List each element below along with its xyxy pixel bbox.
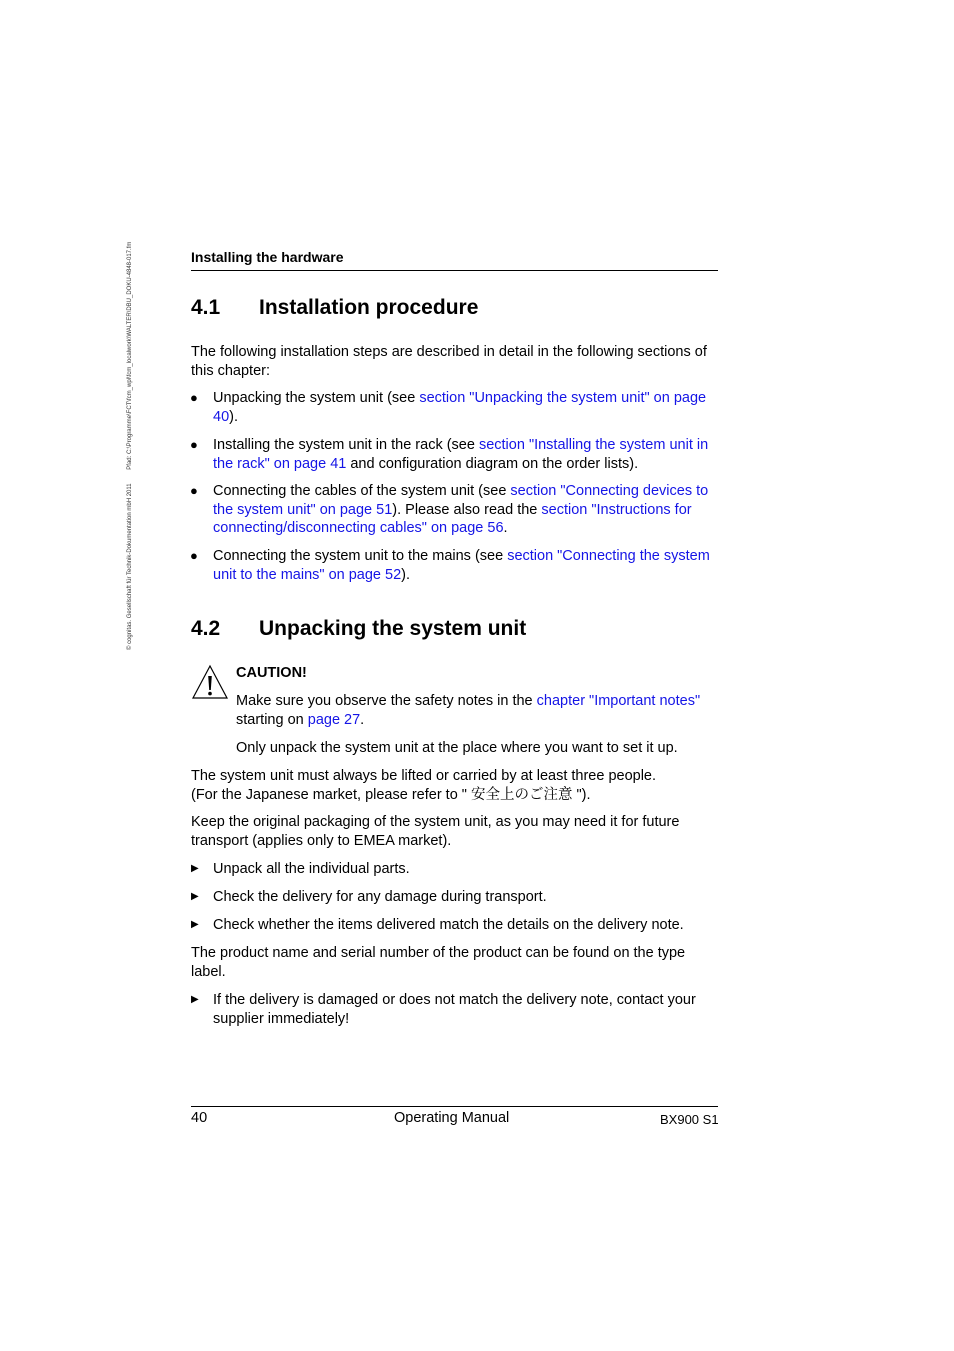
list-item: Connecting the cables of the system unit (see section "Connecting devices to the system unit" on page 51). Please also read the section "Instructions for connecting/disconnecting cables" on page 56. [213,483,709,536]
copyright-note: © cognitas. Gesellschaft für Technik-Dokumentation mbH 2011 [127,483,133,650]
bullet-icon: ● [190,548,198,563]
section-heading-4-1 [191,296,478,320]
caution-text: Make sure you observe the safety notes in the chapter "Important notes" starting on page 27. [236,693,701,728]
section-title: Installation procedure [259,296,479,319]
intro-paragraph: The following installation steps are described in detail in the following sections of this chapter: [191,344,707,379]
packaging-paragraph: Keep the original packaging of the system unit, as you may need it for future transport (applies only to EMEA market). [191,814,680,849]
model-name: BX900 S1 [660,1112,719,1127]
step-item: If the delivery is damaged or does not match the delivery note, contact your supplier immediately! [213,992,696,1027]
list-item: Connecting the system unit to the mains (see section "Connecting the system unit to the mains" on page 52). [213,548,710,583]
type-label-paragraph: The product name and serial number of the product can be found on the type label. [191,945,686,980]
bullet-icon: ● [190,437,198,452]
file-path-note: Pfad: C:\Programme\FCT\fcm_wpl\fcm_localwork\WALTER\DBU_DOKU-4848-017.fm [127,241,133,470]
list-item: Installing the system unit in the rack (see section "Installing the system unit in the rack" on page 41 and configuration diagram on the order lists). [213,437,709,472]
margin-metadata [127,230,133,650]
page-link[interactable]: page 27 [307,711,361,728]
cross-reference-link[interactable]: section "Connecting the system unit to the mains" on page 52 [213,548,710,583]
step-item: Unpack all the individual parts. [213,861,410,877]
cross-reference-link[interactable]: section "Connecting devices to the system unit" on page 51 [213,483,709,518]
header-rule [191,270,718,271]
list-item: Unpacking the system unit (see section "Unpacking the system unit" on page 40). [213,390,707,425]
japanese-market-note: (For the Japanese market, please refer to " 安全上のご注意 "). [191,787,591,803]
cross-reference-link[interactable]: section "Installing the system unit in the rack" on page 41 [213,437,709,472]
step-item: Check whether the items delivered match the details on the delivery note. [213,917,684,933]
section-number: 4.2 [191,617,221,640]
section-number: 4.1 [191,296,221,319]
cross-reference-link[interactable]: section "Instructions for connecting/disconnecting cables" on page 56 [213,501,692,536]
section-heading-4-2 [191,617,526,641]
lifting-note: The system unit must always be lifted or carried by at least three people. [191,768,657,784]
step-arrow-icon: ▶ [191,891,199,902]
running-head: Installing the hardware [191,249,344,265]
footer-rule [191,1106,718,1107]
cross-reference-link[interactable]: chapter "Important notes" [536,693,701,709]
caution-label: CAUTION! [236,665,307,681]
manual-title: Operating Manual [394,1110,510,1126]
page-number: 40 [191,1110,208,1126]
caution-note: Only unpack the system unit at the place where you want to set it up. [236,740,678,756]
cross-reference-link[interactable]: section "Unpacking the system unit" on page 40 [213,390,707,425]
warning-triangle-icon [191,664,229,700]
bullet-icon: ● [190,483,198,498]
step-arrow-icon: ▶ [191,919,199,930]
step-arrow-icon: ▶ [191,994,199,1005]
section-title: Unpacking the system unit [259,617,527,640]
step-arrow-icon: ▶ [191,863,199,874]
bullet-icon: ● [190,390,198,405]
step-item: Check the delivery for any damage during transport. [213,889,547,905]
